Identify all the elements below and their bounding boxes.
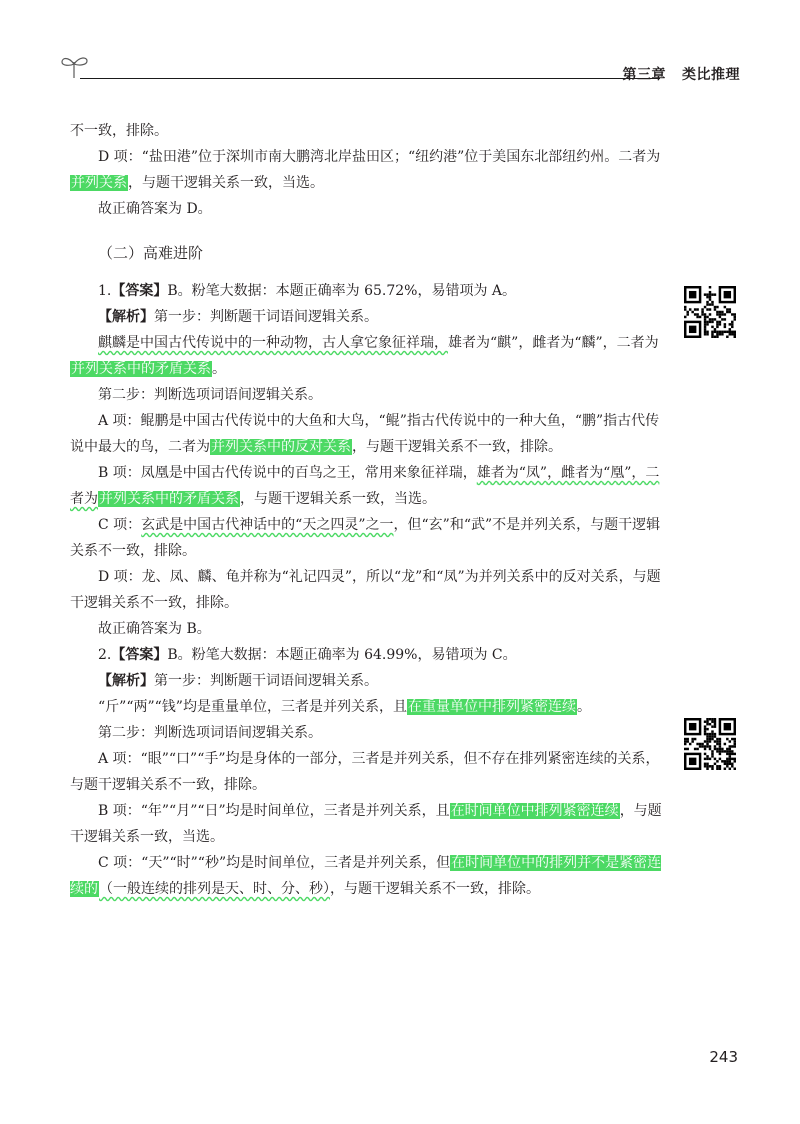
paragraph: [70, 798, 670, 850]
underlined-text: 雄者为“凤”，雌者为“凰”，二者为: [70, 465, 660, 507]
text-run: 第二步：判断选项词语间逻辑关系。: [98, 725, 322, 741]
highlighted-text: 在时间单位中排列紧密连续: [450, 803, 619, 819]
text-run: B 项：凤凰是中国古代传说中的百鸟之王，常用来象征祥瑞，: [98, 465, 477, 481]
paragraph: [70, 694, 670, 720]
label-tag: 【答案】: [111, 283, 168, 299]
text-run: ，与题干逻辑关系一致，当选。: [240, 491, 436, 507]
text-run: 1.: [98, 283, 112, 299]
paragraph: [70, 668, 670, 694]
underlined-text: （一般连续的排列是天、时、分、秒）: [99, 881, 330, 897]
text-run: 。: [576, 699, 591, 715]
text-run: ，与题干逻辑关系一致，当选。: [70, 803, 662, 845]
paragraph: [70, 720, 670, 746]
paragraph: [70, 746, 670, 798]
text-run: （二）高难进阶: [98, 244, 204, 262]
text-run: 第一步：判断题干词语间逻辑关系。: [154, 673, 378, 689]
paragraph: [70, 118, 670, 144]
page-content: [70, 118, 670, 902]
text-run: A 项：“眼”“口”“手”均是身体的一部分，三者是并列关系，但不存在排列紧密连续的关系，与题干逻辑关系不一致，排除。: [70, 751, 660, 793]
paragraph: [70, 512, 670, 564]
page-number: 243: [709, 1048, 738, 1066]
highlighted-text: 并列关系中的反对关系: [211, 439, 351, 455]
chapter-title: 类比推理: [682, 67, 740, 83]
sprout-icon: [60, 52, 90, 80]
paragraph: [70, 408, 670, 460]
text-run: 不一致，排除。: [70, 123, 168, 139]
text-run: 雄者为“麒”，雌者为“麟”，二者为: [448, 335, 659, 351]
page-header: [60, 52, 740, 92]
text-run: D 项：“盐田港”位于深圳市南大鹏湾北岸盐田区；“纽约港”位于美国东北部纽约州。二者为: [98, 149, 661, 165]
qr-code-icon[interactable]: [684, 286, 736, 338]
paragraph: [70, 460, 670, 512]
paragraph: [70, 330, 670, 382]
text-run: 第二步：判断选项词语间逻辑关系。: [98, 387, 322, 403]
text-run: D 项：龙、凤、麟、龟并称为“礼记四灵”，所以“龙”和“凤”为并列关系中的反对关系，与题干逻辑关系不一致，排除。: [70, 569, 661, 611]
text-run: A 项：鲲鹏是中国古代传说中的大鱼和大鸟，“鲲”指古代传说中的一种大鱼，“鹏”指古代传说中最大的鸟，二者为: [70, 413, 660, 455]
text-run: B 项：“年”“月”“日”均是时间单位，三者是并列关系，且: [98, 803, 450, 819]
highlighted-text: 并列关系中的矛盾关系: [71, 361, 211, 377]
label-tag: 【答案】: [111, 647, 168, 663]
text-run: C 项：: [98, 517, 142, 533]
text-run: ，但“玄”和“武”不是并列关系，与题干逻辑关系不一致，排除。: [70, 517, 661, 559]
text-run: B。粉笔大数据：本题正确率为 64.99%，易错项为 C。: [167, 647, 517, 663]
chapter-number: 第三章: [622, 67, 666, 83]
paragraph: [70, 196, 670, 222]
text-run: 故正确答案为 D。: [98, 201, 212, 217]
text-run: 故正确答案为 B。: [98, 621, 211, 637]
paragraph: [70, 382, 670, 408]
text-run: 。: [212, 361, 226, 377]
paragraph: [70, 278, 670, 304]
text-run: ，与题干逻辑关系不一致，排除。: [330, 881, 540, 897]
header-rule: [80, 78, 660, 79]
text-run: B。粉笔大数据：本题正确率为 65.72%，易错项为 A。: [167, 283, 517, 299]
chapter-heading: [623, 64, 741, 84]
label-tag: 【解析】: [98, 673, 154, 689]
text-run: 2.: [98, 647, 112, 663]
qr-code-icon[interactable]: [684, 718, 736, 770]
text-run: 第一步：判断题干词语间逻辑关系。: [154, 309, 378, 325]
paragraph: [70, 616, 670, 642]
paragraph: [70, 304, 670, 330]
text-run: C 项：“天”“时”“秒”均是时间单位，三者是并列关系，但: [98, 855, 451, 871]
highlighted-text: 并列关系中的矛盾关系: [99, 491, 239, 507]
text-run: “斤”“两”“钱”均是重量单位，三者是并列关系，且: [98, 699, 407, 715]
highlighted-text: 并列关系: [71, 175, 127, 191]
label-tag: 【解析】: [98, 309, 154, 325]
paragraph: [70, 144, 670, 196]
paragraph: [70, 642, 670, 668]
underlined-text: 麒麟是中国古代传说中的一种动物，古人拿它象征祥瑞，: [98, 335, 448, 351]
text-run: ，与题干逻辑关系一致，当选。: [128, 175, 324, 191]
paragraph: [70, 564, 670, 616]
paragraph: [70, 850, 670, 902]
section-title: [98, 240, 670, 266]
underlined-text: 玄武是中国古代神话中的“天之四灵”之一: [141, 517, 394, 533]
text-run: ，与题干逻辑关系不一致，排除。: [352, 439, 562, 455]
highlighted-text: 在重量单位中排列紧密连续: [407, 699, 576, 715]
highlighted-text: 在时间单位中的排列并不是紧密连续的: [70, 855, 662, 897]
